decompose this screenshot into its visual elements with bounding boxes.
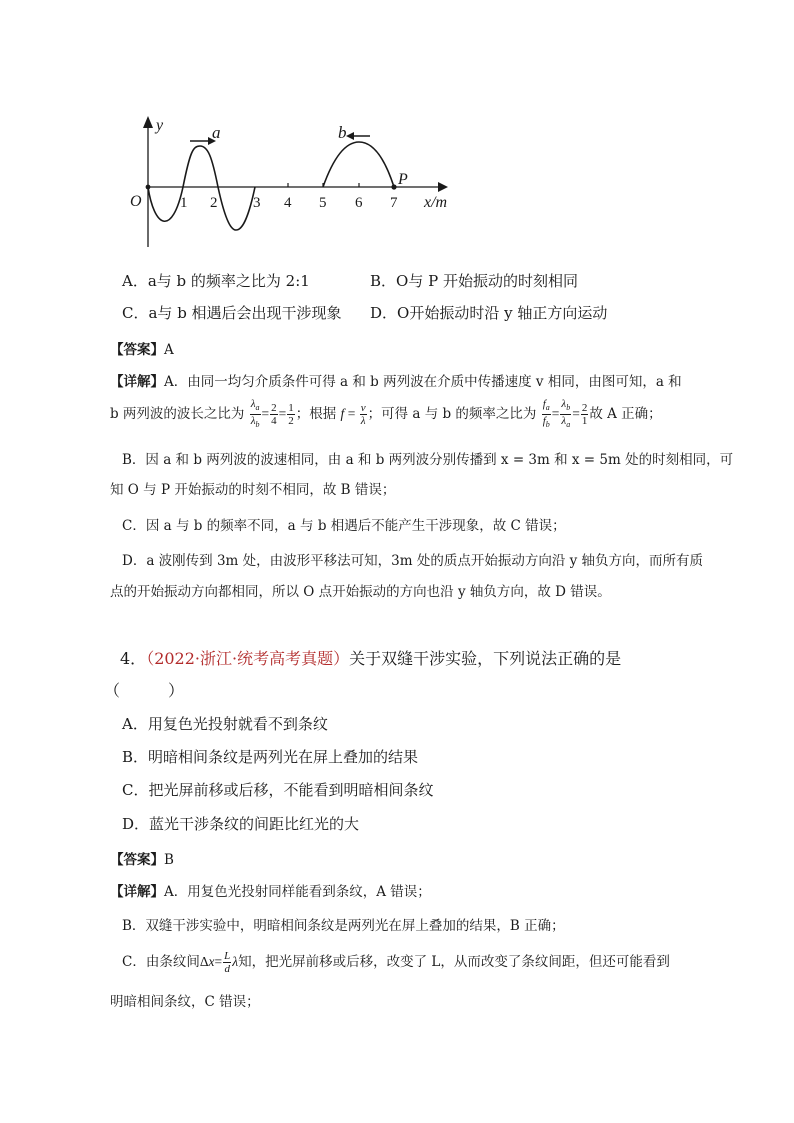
tick-label-7: 7 [390,195,398,211]
q4-detail-b-line: B．双缝干涉实验中，明暗相间条纹是两列光在屏上叠加的结果，B 正确； [122,918,565,934]
q3-detail-a-line1 [110,370,682,390]
wave-b-curve [323,142,394,187]
q4-number: 4． [120,649,147,668]
y-axis-label: y [156,117,164,134]
tick-label-3: 3 [253,195,261,211]
q4-option-b: B．明暗相间条纹是两列光在屏上叠加的结果 [122,748,419,766]
q3-detail-b-line1: B．因 a 和 b 两列波的波速相同，由 a 和 b 两列波分别传播到 x = 3m 和 x = 5m 处的时刻相同，可 [122,452,734,468]
q4-detail-a-text: A．用复色光投射同样能看到条纹，A 错误； [164,884,431,900]
q3-detail-d-line2: 点的开始振动方向都相同，所以 O 点开始振动的方向也沿 y 轴负方向，故 D 错误。 [110,584,611,600]
wave-a-label: a [212,123,221,142]
frequency-ratio-fraction: $\frac{f_a}{f_b}$ [542,398,550,430]
q4-stem-line [120,646,621,669]
tick-label-4: 4 [284,195,292,211]
x-axis-label: x/m [424,194,448,211]
q4-source: （2022·浙江·统考高考真题） [146,649,350,668]
wave-figure [120,112,460,252]
fraction-1-over-2: $\frac{1}{2}$ [288,402,294,428]
q3-option-b: B．O与 P 开始振动的时刻相同 [370,272,578,290]
tick-label-1: 1 [180,195,188,211]
wave-a-curve [148,146,255,230]
fraction-2-over-4: $\frac{2}{4}$ [271,402,277,428]
q4-option-d: D．蓝光干涉条纹的间距比红光的大 [122,815,360,833]
fraction-2-over-1: $\frac{2}{1}$ [581,402,588,428]
q4-option-c: C．把光屏前移或后移，不能看到明暗相间条纹 [122,781,434,799]
tick-label-5: 5 [319,195,327,211]
x-axis-arrow-icon [438,182,448,192]
q3-detail-a-line2: b 两列波的波长之比为 $\frac{\lambda_a}{\lambda_b}$ = $\frac{2}{4}$ = $\frac{1}{2}$ ；根据 f = $\frac{v}{\lambda}$ ；可得 a 与 b 的频率之比为 $\frac{f_a}{f_b}$ = $\frac{\lambda_b}{\lambda_a}$ = $\frac{2}{1}$ 故 A 正确； [110,398,662,430]
wave-b-arrow-icon [346,132,354,140]
q3-answer-value: A [164,342,174,358]
q4-blank: （ ） [104,681,185,700]
q4-option-a: A．用复色光投射就看不到条纹 [122,715,328,733]
q4-stem: 关于双缝干涉实验，下列说法正确的是 [349,649,622,668]
q4-detail-c-line2: 明暗相间条纹，C 错误； [110,994,260,1010]
q3-answer-tag: 【答案】 [110,342,164,358]
q3-detail-c-line: C．因 a 与 b 的频率不同，a 与 b 相遇后不能产生干涉现象，故 C 错误； [122,518,566,534]
q4-answer-tag: 【答案】 [110,852,164,868]
q3-answer-line [110,338,174,358]
q3-detail-tag: 【详解】 [110,374,164,390]
wave-b-label: b [338,123,347,142]
q4-answer-line [110,848,174,868]
q4-detail-tag: 【详解】 [110,884,164,900]
point-p-label: P [398,171,408,188]
q3-detail-b-line2: 知 O 与 P 开始振动的时刻不相同，故 B 错误； [110,482,396,498]
fraction-l-over-d: $\frac{L}{d}$ [224,950,231,975]
q3-detail-d-line1: D．a 波刚传到 3m 处，由波形平移法可知，3m 处的质点开始振动方向沿 y 轴负方向，而所有质 [122,553,704,569]
origin-label: O [130,193,142,210]
tick-label-6: 6 [355,195,363,211]
q4-detail-c-text1b: 知，把光屏前移或后移，改变了 L，从而改变了条纹间距，但还可能看到 [238,954,670,970]
q4-detail-a-line [110,880,431,900]
wavelength-ratio-fraction: $\frac{\lambda_a}{\lambda_b}$ [250,398,260,430]
point-p-dot [391,184,396,189]
y-axis-arrow-icon [143,116,153,128]
q4-detail-c-line1: C．由条纹间Δx= $\frac{L}{d}$ λ知，把光屏前移或后移，改变了 L，从而改变了条纹间距，但还可能看到 [122,950,670,975]
q3-detail-a-text1: A．由同一均匀介质条件可得 a 和 b 两列波在介质中传播速度 v 相同，由图可知，a 和 [164,374,682,390]
q4-detail-c-text1a: C．由条纹间 [122,954,200,970]
q3-option-c: C．a与 b 相遇后会出现干涉现象 [122,304,342,322]
tick-label-2: 2 [210,195,218,211]
q3-detail-a-text2b: ；根据 [295,406,337,423]
q3-option-a: A．a与 b 的频率之比为 2:1 [122,272,310,290]
q3-detail-a-text2d: 故 A 正确； [589,406,662,423]
q3-detail-a-text2c: ；可得 a 与 b 的频率之比为 [367,406,537,423]
fraction-v-over-lambda: $\frac{v}{\lambda}$ [360,402,366,428]
q4-answer-value: B [164,852,174,868]
q3-detail-a-text2a: b 两列波的波长之比为 [110,406,245,423]
q3-option-d: D．O开始振动时沿 y 轴正方向运动 [370,304,608,322]
inverse-wavelength-fraction: $\frac{\lambda_b}{\lambda_a}$ [561,398,571,430]
